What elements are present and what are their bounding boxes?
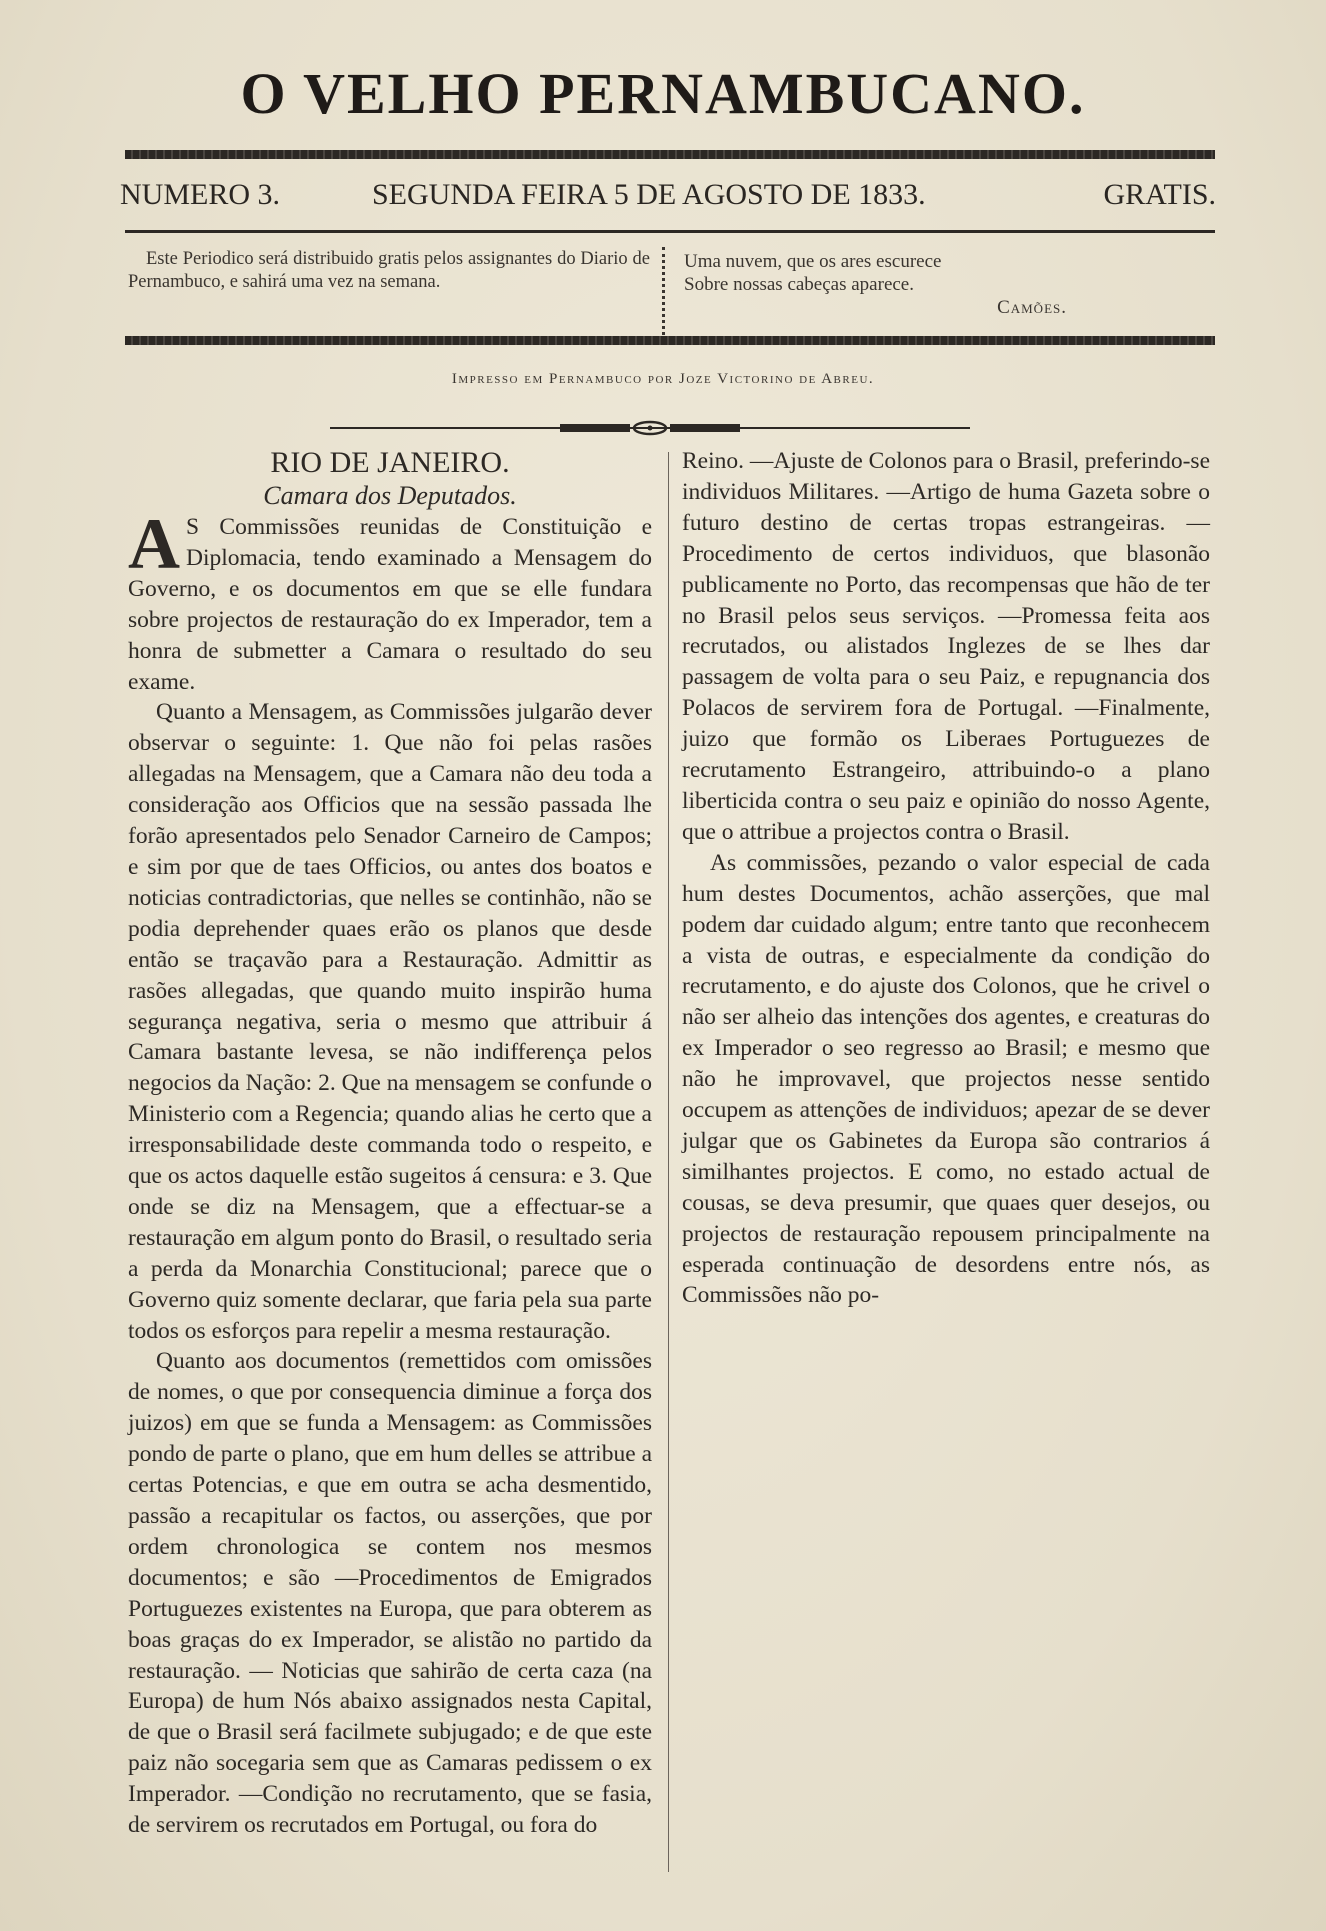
notice-divider <box>662 247 665 335</box>
article-subtitle: Camara dos Deputados. <box>263 481 517 510</box>
issue-rule <box>125 230 1215 233</box>
epigraph-line-1: Uma nuvem, que os ares escurece <box>684 251 942 272</box>
column-right <box>682 446 1210 1311</box>
drop-cap: A <box>128 504 180 584</box>
article-title: RIO DE JANEIRO. <box>270 446 510 479</box>
epigraph-author: Camões. <box>997 297 1067 318</box>
issue-price: GRATIS. <box>1103 178 1216 211</box>
column-left <box>128 446 652 1841</box>
ornament-divider <box>330 420 970 436</box>
article-paragraph-1 <box>128 504 652 697</box>
article-paragraph-2: Quanto a Mensagem, as Commissões julgarão dever observar o seguinte: 1. Que não foi pelas rasões allegadas na Mensagem, que a Camara não deu toda a consideração aos Officios que na sessão passada lhe forão apresentados pelo Senador Carneiro de Campos; e sim por que de taes Officios, ou antes dos boatos e noticias contradictorias, que nelles se continhão, não se podia deprehender quaes erão os planos que desde então se traçavão para a Restauração. Admittir as rasões allegadas, que quando muito inspirão huma segurança negativa, seria o mesmo que attribuir á Camara bastante levesa, se não indifferença pelos negocios da Nação: 2. Que na mensagem se confunde o Ministerio com a Regencia; quando alias he certo que a irresponsabilidade deste commanda todo o respeito, e que os actos daquelle estão sugeitos á censura: e 3. Que onde se diz na Mensagem, que a effectuar-se a restauração em algum ponto do Brasil, o resultado seria a perda da Monarchia Constitucional; parece que o Governo quiz somente declarar, que faria pela sua parte todos os esforços para repelir a mesma restauração. <box>128 699 652 1344</box>
masthead-rule-top <box>125 150 1215 159</box>
article-paragraph-3: Quanto aos documentos (remettidos com omissões de nomes, o que por consequencia diminue a força dos juizos) em que se funda a Mensagem: as Commissões pondo de parte o plano, que em hum delles se attribue a certas Potencias, e que em outra se acha desmentido, passão a recapitular os factos, ou asserções, que por ordem chronologica se contem nos mesmos documentos; e são —Procedimentos de Emigrados Portuguezes existentes na Europa, que para obterem as boas graças do ex Imperador, se alistão no partido da restauração. — Noticias que sahirão de certa caza (na Europa) de hum Nós abaixo assignados nesta Capital, de que o Brasil será facilmete subjugado; e de que este paiz não socegaria sem que as Camaras pedissem o ex Imperador. —Condição no recrutamento, que se fasia, de servirem os recrutados em Portugal, ou fora do <box>128 1348 652 1839</box>
header-rule-bottom <box>125 336 1215 345</box>
article-paragraph-1-text: S Commissões reunidas de Constituição e Diplomacia, tendo examinado a Mensagem do Governo, e os documentos em que se elle fundara sobre projectos de restauração do ex Imperador, tem a honra de submetter a Camara o resultado do seu exame. <box>128 514 652 695</box>
article-paragraph-3-continued: Reino. —Ajuste de Colonos para o Brasil, preferindo-se individuos Militares. —Artigo de huma Gazeta sobre o futuro destino de certas tropas estrangeiras. —Procedimento de certos individuos, que blasonão publicamente no Porto, das recompensas que hão de ter no Brasil pelos seus serviços. —Promessa feita aos recrutados, ou alistados Inglezes de se lhes dar passagem de volta para o seu Paiz, e repugnancia dos Polacos de servirem fora de Portugal. —Finalmente, juizo que formão os Liberaes Portuguezes de recrutamento Estrangeiro, attribuindo-o a plano liberticida contra o seu paiz e opinião do nosso Agente, que o attribue a projectos contra o Brasil. <box>682 448 1210 845</box>
epigraph <box>684 250 1067 319</box>
epigraph-line-2: Sobre nossas cabeças aparece. <box>684 274 914 295</box>
issue-date: SEGUNDA FEIRA 5 DE AGOSTO DE 1833. <box>372 178 926 211</box>
article-paragraph-4: As commissões, pezando o valor especial de cada hum destes Documentos, achão asserções, que mal podem dar cuidado algum; entre tanto que reconhecem a vista de outras, e especialmente da condição do recrutamento, e do ajuste dos Colonos, que he crivel o não ser alheio das intenções dos agentes, e creaturas do ex Imperador o seo regresso ao Brasil; e mesmo que não he improvavel, que projectos nesse sentido occupem as attenções de individuos; apezar de se dever julgar que os Gabinetes da Europa são contrarios á similhantes projectos. E como, no estado actual de cousas, se deva presumir, que quaes quer desejos, ou projectos de restauração repousem principalmente na esperada continuação de desordens entre nós, as Commissões não po- <box>682 849 1210 1309</box>
subscription-notice <box>128 248 650 293</box>
masthead-title: O VELHO PERNAMBUCANO. <box>240 61 1086 126</box>
column-divider <box>668 452 669 1872</box>
issue-line <box>120 178 1220 218</box>
imprint-line: Impresso em Pernambuco por Joze Victorino de Abreu. <box>451 371 875 387</box>
subscription-notice-text: Este Periodico será distribuido gratis pelos assignantes do Diario de Pernambuco, e sahirá uma vez na semana. <box>128 249 650 292</box>
issue-number: NUMERO 3. <box>120 178 281 211</box>
